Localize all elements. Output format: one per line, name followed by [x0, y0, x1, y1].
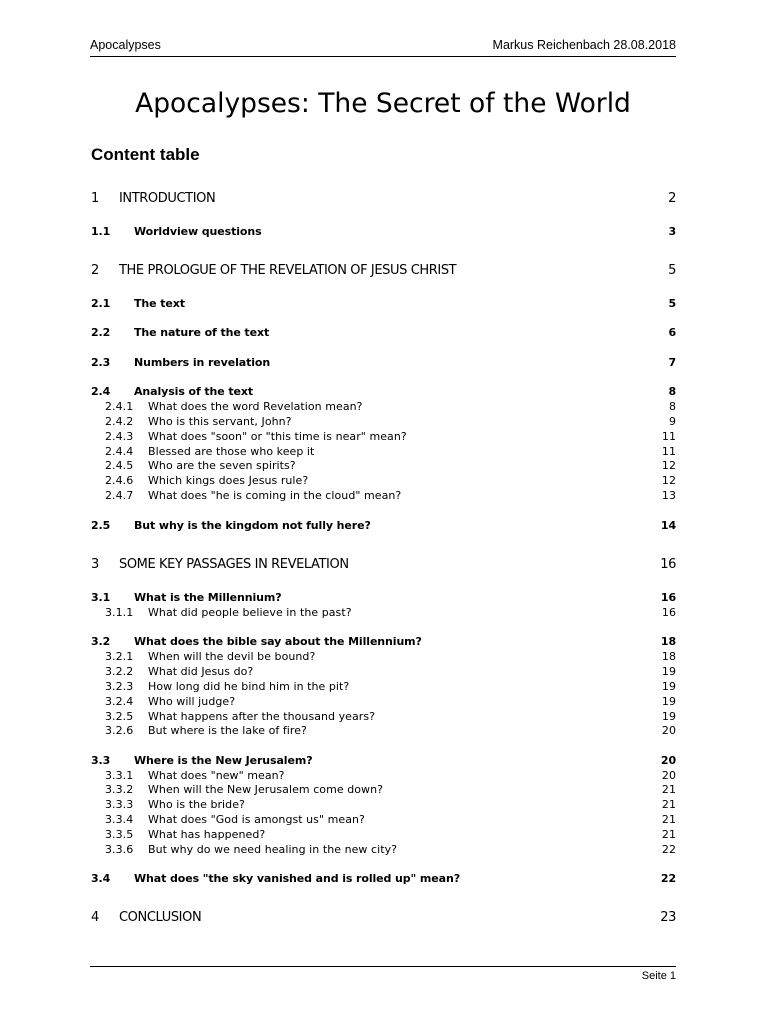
toc-entry-page: 21: [661, 828, 676, 841]
toc-entry-number: 2.3: [91, 356, 111, 369]
toc-entry[interactable]: [90, 680, 676, 696]
toc-entry[interactable]: [90, 828, 676, 844]
document-title: Apocalypses: The Secret of the World: [135, 88, 631, 119]
toc-entry-title: What happens after the thousand years?: [148, 710, 376, 723]
toc-entry-number: 2.4.5: [105, 459, 134, 472]
toc-entry-title: CONCLUSION: [119, 910, 202, 925]
toc-entry-page: 14: [660, 519, 676, 532]
toc-entry-number: 3.2: [91, 635, 111, 648]
toc-entry-page: 23: [660, 910, 676, 925]
toc-entry-title: Who are the seven spirits?: [148, 459, 296, 472]
toc-entry[interactable]: [90, 783, 676, 799]
toc-entry-number: 2.4.7: [105, 489, 134, 502]
toc-entry-number: 1.1: [91, 225, 111, 238]
toc-entry-page: 13: [661, 489, 676, 502]
toc-entry-page: 5: [668, 297, 676, 310]
toc-entry-title: The nature of the text: [134, 326, 270, 339]
toc-entry-page: 20: [660, 754, 676, 767]
toc-entry-number: 2: [91, 263, 99, 278]
toc-entry-number: 2.4.1: [105, 400, 134, 413]
toc-entry-number: 2.1: [91, 297, 111, 310]
page-footer: [90, 966, 676, 982]
toc-entry-number: 3.3.3: [105, 798, 134, 811]
toc-entry-page: 8: [668, 400, 676, 413]
toc-entry-page: 12: [661, 474, 676, 487]
toc-entry-page: 19: [661, 680, 676, 693]
toc-entry-title: THE PROLOGUE OF THE REVELATION OF JESUS CHRIST: [119, 263, 457, 278]
toc-entry-number: 3.1.1: [105, 606, 134, 619]
toc-entry[interactable]: [90, 606, 676, 622]
toc-entry-title: Who is the bride?: [148, 798, 245, 811]
toc-entry-title: But why is the kingdom not fully here?: [134, 519, 371, 532]
header-document-name: Apocalypses: [90, 38, 161, 52]
toc-entry[interactable]: [90, 356, 676, 372]
toc-entry-title: What does "God is amongst us" mean?: [148, 813, 365, 826]
toc-entry-title: What does "new" mean?: [148, 769, 285, 782]
toc-entry-page: 16: [660, 557, 676, 572]
toc-entry-page: 18: [660, 635, 676, 648]
toc-entry[interactable]: [90, 489, 676, 505]
toc-entry-number: 3.1: [91, 591, 111, 604]
toc-entry[interactable]: [90, 400, 676, 416]
toc-entry-page: 22: [660, 872, 676, 885]
toc-entry[interactable]: [90, 591, 676, 607]
toc-entry-page: 19: [661, 710, 676, 723]
toc-entry-number: 3.2.6: [105, 724, 134, 737]
toc-entry-number: 3.3.1: [105, 769, 134, 782]
toc-entry-title: When will the devil be bound?: [148, 650, 316, 663]
toc-entry-number: 3.3: [91, 754, 111, 767]
toc-entry[interactable]: [90, 910, 676, 926]
toc-entry-page: 21: [661, 813, 676, 826]
header-author-date: Markus Reichenbach 28.08.2018: [492, 38, 676, 52]
toc-entry-number: 2.4.4: [105, 445, 134, 458]
toc-entry-title: The text: [134, 297, 185, 310]
content-table-heading: Content table: [91, 145, 200, 164]
toc-entry-page: 6: [668, 326, 676, 339]
toc-entry-title: What does the word Revelation mean?: [148, 400, 363, 413]
toc-entry-page: 20: [661, 724, 676, 737]
toc-entry[interactable]: [90, 297, 676, 313]
toc-entry-page: 22: [661, 843, 676, 856]
toc-entry[interactable]: [90, 326, 676, 342]
toc-entry-page: 18: [661, 650, 676, 663]
toc-entry[interactable]: [90, 843, 676, 859]
toc-entry[interactable]: [90, 724, 676, 740]
toc-entry-title: When will the New Jerusalem come down?: [148, 783, 383, 796]
toc-entry-title: SOME KEY PASSAGES IN REVELATION: [119, 557, 349, 572]
toc-entry-title: Who will judge?: [148, 695, 236, 708]
toc-entry-page: 7: [668, 356, 676, 369]
toc-entry-page: 19: [661, 665, 676, 678]
toc-entry-page: 3: [668, 225, 676, 238]
toc-entry-title: What did people believe in the past?: [148, 606, 352, 619]
toc-entry[interactable]: [90, 650, 676, 666]
toc-entry[interactable]: [90, 798, 676, 814]
toc-entry-number: 2.4.2: [105, 415, 134, 428]
toc-entry-page: 20: [661, 769, 676, 782]
toc-entry[interactable]: [90, 872, 676, 888]
toc-entry[interactable]: [90, 519, 676, 535]
toc-entry-title: Worldview questions: [134, 225, 262, 238]
toc-entry-number: 3.2.4: [105, 695, 134, 708]
toc-entry-title: Blessed are those who keep it: [148, 445, 315, 458]
toc-entry[interactable]: [90, 665, 676, 681]
toc-entry-page: 2: [668, 191, 676, 206]
toc-entry-number: 3: [91, 557, 99, 572]
toc-entry-number: 2.4: [91, 385, 111, 398]
toc-entry-number: 3.3.2: [105, 783, 134, 796]
toc-entry-title: What has happened?: [148, 828, 266, 841]
toc-entry-page: 11: [661, 430, 676, 443]
toc-entry[interactable]: [90, 754, 676, 770]
toc-entry[interactable]: [90, 635, 676, 651]
toc-entry[interactable]: [90, 263, 676, 279]
toc-entry-number: 3.2.3: [105, 680, 134, 693]
toc-entry-page: 11: [661, 445, 676, 458]
toc-entry-number: 3.3.6: [105, 843, 134, 856]
toc-entry-page: 16: [661, 606, 676, 619]
toc-entry-title: What is the Millennium?: [134, 591, 282, 604]
toc-entry-title: What does the bible say about the Millennium?: [134, 635, 422, 648]
toc-entry-title: What does "the sky vanished and is rolled up" mean?: [134, 872, 460, 885]
toc-entry-number: 2.4.3: [105, 430, 134, 443]
toc-entry-title: Analysis of the text: [134, 385, 254, 398]
toc-entry-page: 21: [661, 798, 676, 811]
toc-entry-title: What does "soon" or "this time is near" mean?: [148, 430, 407, 443]
toc-entry[interactable]: [90, 459, 676, 475]
toc-entry-page: 5: [668, 263, 676, 278]
toc-entry-page: 9: [668, 415, 676, 428]
toc-entry[interactable]: [90, 474, 676, 490]
toc-entry-title: What does "he is coming in the cloud" mean?: [148, 489, 402, 502]
toc-entry-title: Which kings does Jesus rule?: [148, 474, 309, 487]
toc-entry-title: How long did he bind him in the pit?: [148, 680, 350, 693]
toc-entry-number: 2.2: [91, 326, 111, 339]
footer-page-number: Seite 1: [641, 970, 676, 982]
toc-entry-title: INTRODUCTION: [119, 191, 216, 206]
toc-entry-number: 3.4: [91, 872, 111, 885]
toc-entry[interactable]: [90, 415, 676, 431]
toc-entry[interactable]: [90, 191, 676, 207]
toc-entry[interactable]: [90, 557, 676, 573]
toc-entry-number: 3.3.5: [105, 828, 134, 841]
toc-entry-page: 12: [661, 459, 676, 472]
toc-entry-number: 2.4.6: [105, 474, 134, 487]
toc-entry-number: 3.2.2: [105, 665, 134, 678]
toc-entry-number: 4: [91, 910, 99, 925]
toc-entry-title: But why do we need healing in the new city?: [148, 843, 398, 856]
toc-entry-page: 16: [660, 591, 676, 604]
toc-entry-number: 2.5: [91, 519, 111, 532]
toc-entry-number: 3.2.1: [105, 650, 134, 663]
toc-entry[interactable]: [90, 430, 676, 446]
toc-entry-number: 3.3.4: [105, 813, 134, 826]
toc-entry-title: But where is the lake of fire?: [148, 724, 307, 737]
toc-entry[interactable]: [90, 225, 676, 241]
toc-entry[interactable]: [90, 385, 676, 401]
toc-entry-title: Where is the New Jerusalem?: [134, 754, 313, 767]
toc-entry-title: Numbers in revelation: [134, 356, 271, 369]
toc-entry-title: Who is this servant, John?: [148, 415, 292, 428]
toc-entry-page: 8: [668, 385, 676, 398]
toc-entry-title: What did Jesus do?: [148, 665, 254, 678]
toc-entry-number: 1: [91, 191, 99, 206]
toc-entry-page: 19: [661, 695, 676, 708]
toc-entry[interactable]: [90, 813, 676, 829]
toc-entry[interactable]: [90, 695, 676, 711]
toc-entry-number: 3.2.5: [105, 710, 134, 723]
toc-entry-page: 21: [661, 783, 676, 796]
